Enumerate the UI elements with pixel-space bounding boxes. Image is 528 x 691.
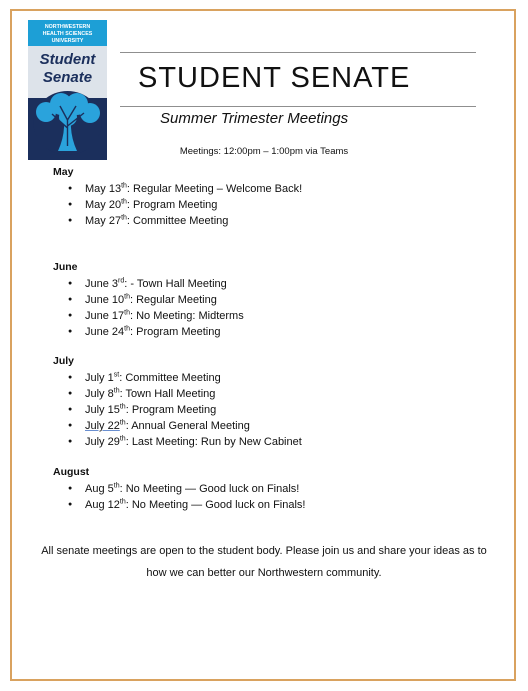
- page-subtitle: Summer Trimester Meetings: [160, 110, 349, 127]
- list-item: ● May 27th: Committee Meeting: [53, 213, 302, 229]
- section-may: [53, 165, 302, 229]
- logo-institution-line2: HEALTH SCIENCES: [42, 31, 93, 37]
- section-july: [53, 354, 302, 450]
- list-item: ● June 24th: Program Meeting: [53, 324, 244, 340]
- section-heading: June: [53, 261, 78, 273]
- meeting-list: [53, 370, 302, 450]
- logo-institution-line1: NORTHWESTERN: [44, 24, 91, 30]
- list-item: ● July 15th: Program Meeting: [53, 402, 302, 418]
- list-item: ● July 29th: Last Meeting: Run by New Cabinet: [53, 434, 302, 450]
- logo-line1: Student: [39, 51, 96, 68]
- meeting-list: [53, 276, 244, 340]
- list-item: ● June 10th: Regular Meeting: [53, 292, 244, 308]
- list-item: ● May 20th: Program Meeting: [53, 197, 302, 213]
- list-item: ● June 3rd: - Town Hall Meeting: [53, 276, 244, 292]
- list-item: ● July 1st: Committee Meeting: [53, 370, 302, 386]
- list-item: ● Aug 12th: No Meeting — Good luck on Finals!: [53, 497, 305, 513]
- logo-institution-line3: UNIVERSITY: [51, 38, 84, 44]
- footer-note: All senate meetings are open to the student body. Please join us and share your ideas as to how we can better our Northwestern community.: [41, 545, 487, 579]
- title-rule-top: [120, 52, 476, 53]
- list-item: ● June 17th: No Meeting: Midterms: [53, 308, 244, 324]
- list-item: ● Aug 5th: No Meeting — Good luck on Finals!: [53, 481, 305, 497]
- student-senate-logo: [28, 20, 107, 160]
- section-heading: August: [53, 466, 90, 478]
- meeting-list: [53, 181, 302, 229]
- page-title: STUDENT SENATE: [138, 62, 411, 94]
- section-august: [53, 465, 305, 513]
- section-heading: May: [53, 166, 74, 178]
- meeting-list: [53, 481, 305, 513]
- logo-line2: Senate: [42, 69, 93, 86]
- title-rule-bottom: [120, 106, 476, 107]
- meeting-time-info: Meetings: 12:00pm – 1:00pm via Teams: [179, 146, 349, 157]
- section-june: [53, 260, 244, 340]
- list-item: ● May 13th: Regular Meeting – Welcome Back!: [53, 181, 302, 197]
- list-item: ● July 22th: Annual General Meeting: [53, 418, 302, 434]
- list-item: ● July 8th: Town Hall Meeting: [53, 386, 302, 402]
- section-heading: July: [53, 355, 75, 367]
